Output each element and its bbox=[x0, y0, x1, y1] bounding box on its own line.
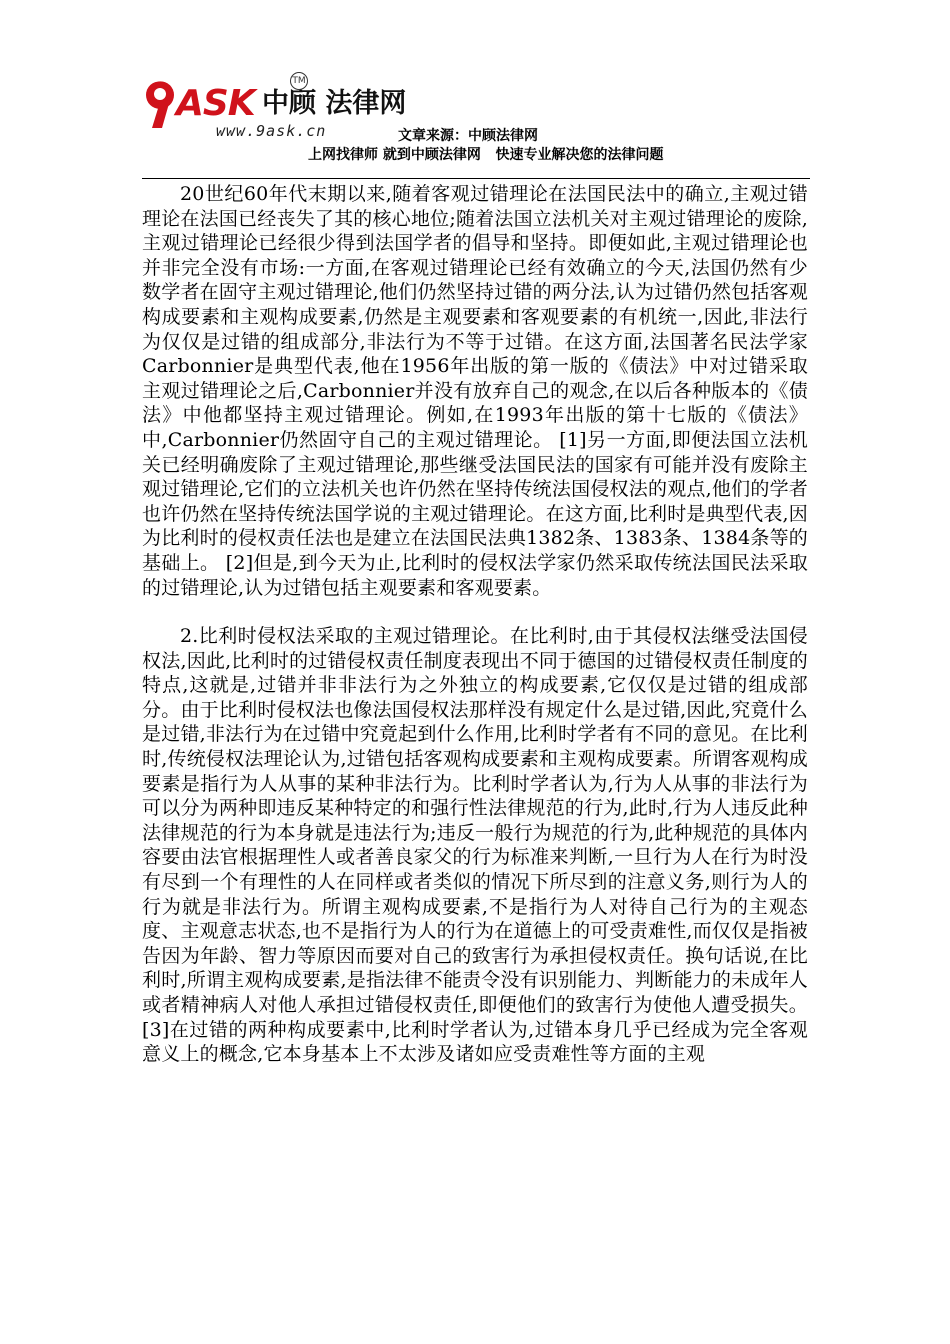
paragraph: 2.比利时侵权法采取的主观过错理论。在比利时,由于其侵权法继受法国侵权法,因此,比利时的过错侵权责任制度表现出不同于德国的过错侵权责任制度的特点,这就是,过错并非非法行为之外独立的构成要素,它仅仅是过错的组成部分。由于比利时侵权法也像法国侵权法那样没有规定什么是过错,因此,究竟什么是过错,非法行为在过错中究竟起到什么作用,比利时学者有不同的意见。在比利时,传统侵权法理论认为,过错包括客观构成要素和主观构成要素。所谓客观构成要素是指行为人从事的某种非法行为。比利时学者认为,行为人从事的非法行为可以分为两种即违反某种特定的和强行性法律规范的行为,此时,行为人违反此种法律规范的行为本身就是违法行为;违反一般行为规范的行为,此种规范的具体内容要由法官根据理性人或者善良家父的行为标准来判断,一旦行为人在行为时没有尽到一个有理性的人在同样或者类似的情况下所尽到的注意义务,则行为人的行为就是非法行为。所谓主观构成要素,不是指行为人对待自己行为的主观态度、主观意志状态,也不是指行为人的行为在道德上的可受责难性,而仅仅是指被告因为年龄、智力等原因而要对自己的致害行为承担侵权责任。换句话说,在比利时,所谓主观构成要素,是指法律不能责令没有识别能力、判断能力的未成年人或者精神病人对他人承担过错侵权责任,即便他们的致害行为使他人遭受损失。 [3]在过错的两种构成要素中,比利时学者认为,过错本身几乎已经成为完全客观意义上的概念,它本身基本上不太涉及诸如应受责难性等方面的主观 bbox=[142, 625, 808, 1066]
header-slogan: 上网找律师 就到中顾法律网 快速专业解决您的法律问题 bbox=[308, 147, 664, 163]
trademark-icon: TM bbox=[290, 72, 308, 90]
site-logo[interactable] bbox=[140, 76, 407, 140]
logo-ask-text: ASK bbox=[176, 83, 255, 124]
page-header bbox=[140, 70, 810, 178]
header-divider bbox=[142, 178, 810, 179]
article-body bbox=[142, 182, 808, 1067]
logo-url: www.9ask.cn bbox=[216, 122, 327, 140]
article-source: 文章来源：中顾法律网 bbox=[398, 128, 538, 144]
nine-logo-icon bbox=[140, 78, 180, 130]
paragraph: 20世纪60年代末期以来,随着客观过错理论在法国民法中的确立,主观过错理论在法国已经丧失了其的核心地位;随着法国立法机关对主观过错理论的废除,主观过错理论已经很少得到法国学者的倡导和坚持。即便如此,主观过错理论也并非完全没有市场:一方面,在客观过错理论已经有效确立的今天,法国仍然有少数学者在固守主观过错理论,他们仍然坚持过错的两分法,认为过错仍然包括客观构成要素和主观构成要素,仍然是主观要素和客观要素的有机统一,因此,非法行为仅仅是过错的组成部分,非法行为不等于过错。在这方面,法国著名民法学家Carbonnier是典型代表,他在1956年出版的第一版的《债法》中对过错采取主观过错理论之后,Carbonnier并没有放弃自己的观念,在以后各种版本的《债法》中他都坚持主观过错理论。例如,在1993年出版的第十七版的《债法》中,Carbonnier仍然固守自己的主观过错理论。 [1]另一方面,即便法国立法机关已经明确废除了主观过错理论,那些继受法国民法的国家有可能并没有废除主观过错理论,它们的立法机关也许仍然在坚持传统法国侵权法的观点,他们的学者也许仍然在坚持传统法国学说的主观过错理论。在这方面,比利时是典型代表,因为比利时的侵权责任法也是建立在法国民法典1382条、1383条、1384条等的基础上。 [2]但是,到今天为止,比利时的侵权法学家仍然采取传统法国民法采取的过错理论,认为过错包括主观要素和客观要素。 bbox=[142, 183, 808, 599]
logo-brand-name: 中顾 法律网 bbox=[262, 88, 407, 119]
